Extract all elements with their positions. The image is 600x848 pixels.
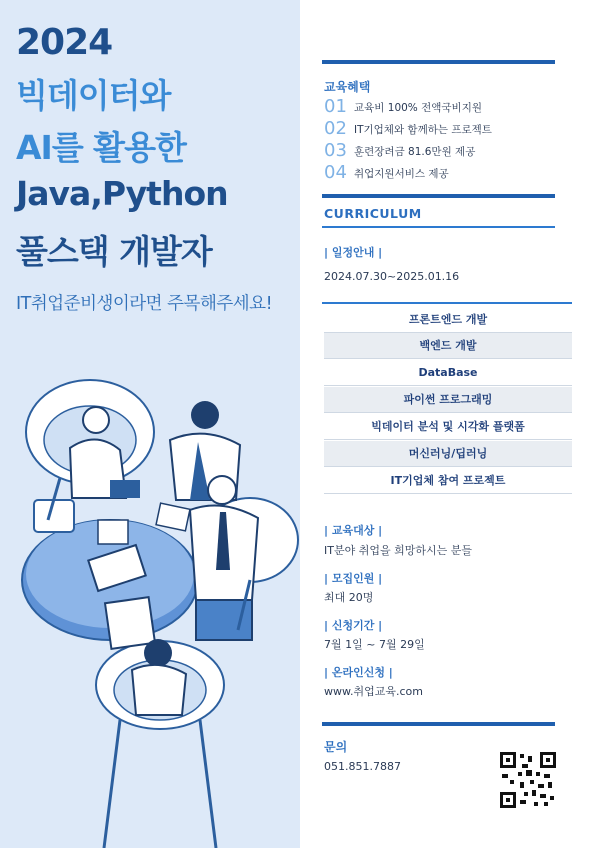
course-item: 프론트엔드 개발 [324, 307, 572, 333]
divider [322, 194, 555, 198]
subtitle: IT취업준비생이라면 주목해주세요! [16, 294, 273, 314]
benefit-number: 02 [324, 118, 347, 139]
course-item: IT기업체 참여 프로젝트 [324, 468, 572, 494]
online-link[interactable]: www.취업교육.com [324, 685, 423, 698]
period-label: | 신청기간 | [324, 619, 383, 632]
divider [322, 226, 555, 228]
benefit-number: 01 [324, 96, 347, 117]
benefit-number: 03 [324, 140, 347, 161]
title-year: 2024 [16, 22, 113, 63]
course-item: 파이썬 프로그래밍 [324, 387, 572, 413]
divider [322, 302, 572, 304]
team-meeting-illustration [0, 370, 300, 848]
curriculum-heading: CURRICULUM [324, 206, 422, 221]
divider [322, 60, 555, 64]
period-value: 7월 1일 ~ 7월 29일 [324, 638, 425, 651]
schedule-value: 2024.07.30~2025.01.16 [324, 270, 460, 283]
benefit-text: IT기업체와 함께하는 프로젝트 [354, 124, 492, 136]
benefit-item [324, 140, 554, 162]
title-line-4: 풀스택 개발자 [16, 232, 212, 271]
qr-code[interactable] [500, 752, 556, 808]
benefit-text: 교육비 100% 전액국비지원 [354, 102, 482, 114]
course-item: DataBase [324, 360, 572, 386]
course-item: 백엔드 개발 [324, 333, 572, 359]
benefits-label: 교육혜택 [324, 80, 371, 94]
contact-phone[interactable]: 051.851.7887 [324, 760, 401, 773]
benefit-item [324, 162, 554, 184]
target-value: IT분야 취업을 희망하시는 분들 [324, 544, 472, 557]
recruit-label: | 모집인원 | [324, 572, 383, 585]
benefit-text: 훈련장려금 81.6만원 제공 [354, 146, 476, 158]
benefit-item [324, 96, 554, 118]
contact-label: 문의 [324, 740, 348, 754]
course-item: 머신러닝/딥러닝 [324, 441, 572, 467]
benefit-text: 취업지원서비스 제공 [354, 168, 449, 180]
benefit-item [324, 118, 554, 140]
title-line-1: 빅데이터와 [16, 76, 171, 115]
course-item: 빅데이터 분석 및 시각화 플랫폼 [324, 414, 572, 440]
online-label: | 온라인신청 | [324, 666, 393, 679]
schedule-label: | 일정안내 | [324, 246, 383, 259]
title-line-2: AI를 활용한 [16, 128, 186, 167]
divider [322, 722, 555, 726]
target-label: | 교육대상 | [324, 524, 383, 537]
title-line-3: Java,Python [16, 174, 228, 213]
recruit-value: 최대 20명 [324, 591, 374, 604]
benefit-number: 04 [324, 162, 347, 183]
